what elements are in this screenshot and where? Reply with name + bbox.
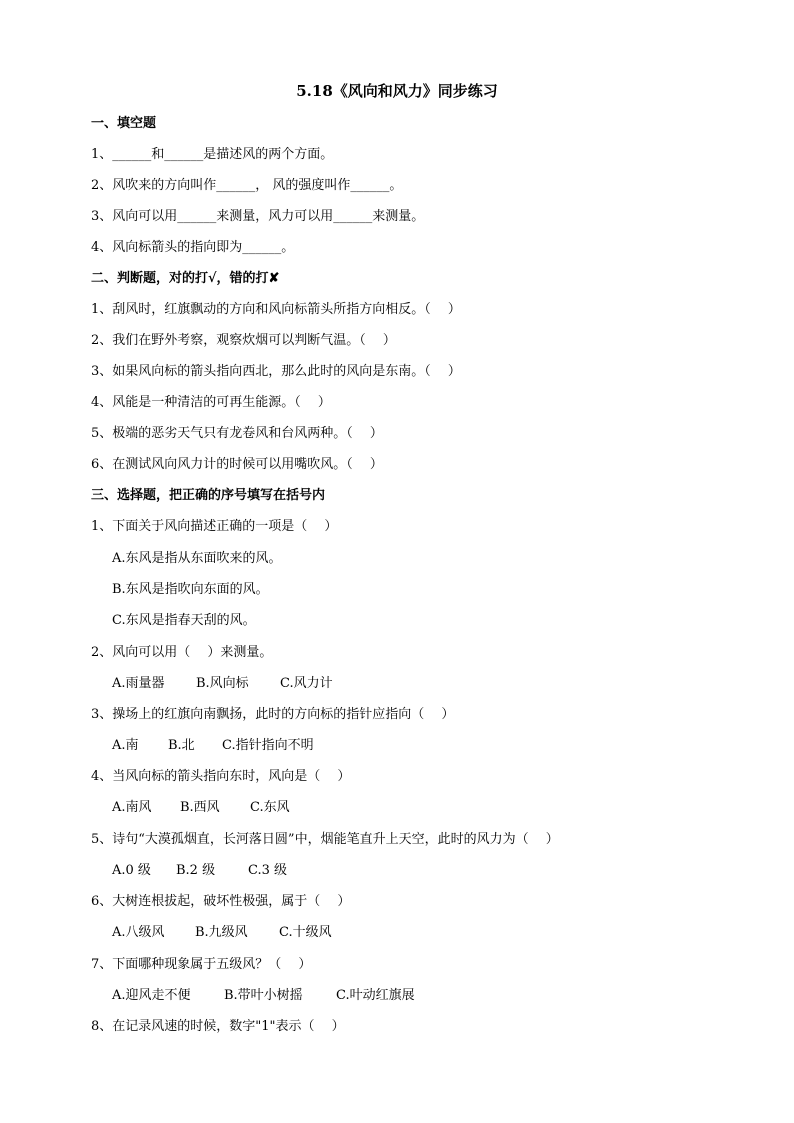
- question-item: 4、风向标箭头的指向即为______。: [91, 240, 295, 255]
- section-heading-multiple-choice: 三、选择题，把正确的序号填写在括号内: [91, 488, 326, 503]
- question-item: 1、下面关于风向描述正确的一项是（ ）: [91, 519, 338, 534]
- question-item: 2、我们在野外考察，观察炊烟可以判断气温。（ ）: [91, 333, 396, 348]
- section-heading-fill-blank: 一、填空题: [91, 116, 157, 131]
- question-item: 6、大树连根拔起，破坏性极强，属于（ ）: [91, 894, 351, 909]
- answer-option: B.东风是指吹向东面的风。: [112, 582, 269, 597]
- question-item: 3、如果风向标的箭头指向西北，那么此时的风向是东南。（ ）: [91, 364, 461, 379]
- answer-option: B.2 级: [176, 863, 216, 878]
- question-item: 1、______和______是描述风的两个方面。: [91, 147, 334, 162]
- answer-option: C.十级风: [279, 925, 332, 940]
- question-item: 2、风吹来的方向叫作______， 风的强度叫作______。: [91, 178, 403, 193]
- answer-options-row: [112, 799, 290, 817]
- question-item: 2、风向可以用（ ）来测量。: [91, 645, 273, 660]
- question-item: 4、风能是一种清洁的可再生能源。（ ）: [91, 395, 331, 410]
- answer-options-row: [112, 862, 287, 880]
- answer-options-row: [112, 737, 314, 755]
- answer-option: A.南: [112, 738, 139, 753]
- answer-option: A.迎风走不便: [112, 988, 191, 1003]
- question-item: 1、刮风时，红旗飘动的方向和风向标箭头所指方向相反。（ ）: [91, 302, 461, 317]
- page-title: 5.18《风向和风力》同步练习: [296, 82, 498, 100]
- answer-option: B.北: [168, 738, 195, 753]
- answer-option: A.雨量器: [112, 676, 165, 691]
- answer-options-row: [112, 675, 333, 693]
- answer-option: B.风向标: [196, 676, 249, 691]
- question-item: 5、极端的恶劣天气只有龙卷风和台风两种。（ ）: [91, 426, 383, 441]
- question-item: 3、风向可以用______来测量，风力可以用______来测量。: [91, 209, 425, 224]
- answer-option: C.东风: [250, 800, 290, 815]
- answer-option: B.带叶小树摇: [224, 988, 303, 1003]
- answer-option: B.九级风: [195, 925, 248, 940]
- answer-options-row: [112, 924, 332, 942]
- answer-option: A.八级风: [112, 925, 165, 940]
- section-heading-true-false: 二、判断题，对的打√，错的打✘: [91, 271, 280, 286]
- question-item: 3、操场上的红旗向南飘扬，此时的方向标的指针应指向（ ）: [91, 707, 455, 722]
- answer-option: C.指针指向不明: [222, 738, 314, 753]
- answer-option: A.0 级: [112, 863, 151, 878]
- question-item: 7、下面哪种现象属于五级风？（ ）: [91, 957, 312, 972]
- answer-options-row: [112, 987, 415, 1005]
- question-item: 8、在记录风速的时候，数字"1"表示（ ）: [91, 1019, 345, 1034]
- answer-option: C.风力计: [280, 676, 333, 691]
- answer-option: C.叶动红旗展: [336, 988, 415, 1003]
- answer-option: C.3 级: [248, 863, 288, 878]
- answer-option: B.西风: [180, 800, 220, 815]
- question-item: 5、诗句“大漠孤烟直，长河落日圆”中，烟能笔直升上天空，此时的风力为（ ）: [91, 832, 559, 847]
- answer-option: A.南风: [112, 800, 152, 815]
- question-item: 4、当风向标的箭头指向东时，风向是（ ）: [91, 769, 351, 784]
- answer-option: C.东风是指春天刮的风。: [112, 613, 256, 628]
- question-item: 6、在测试风向风力计的时候可以用嘴吹风。（ ）: [91, 457, 383, 472]
- answer-option: A.东风是指从东面吹来的风。: [112, 551, 282, 566]
